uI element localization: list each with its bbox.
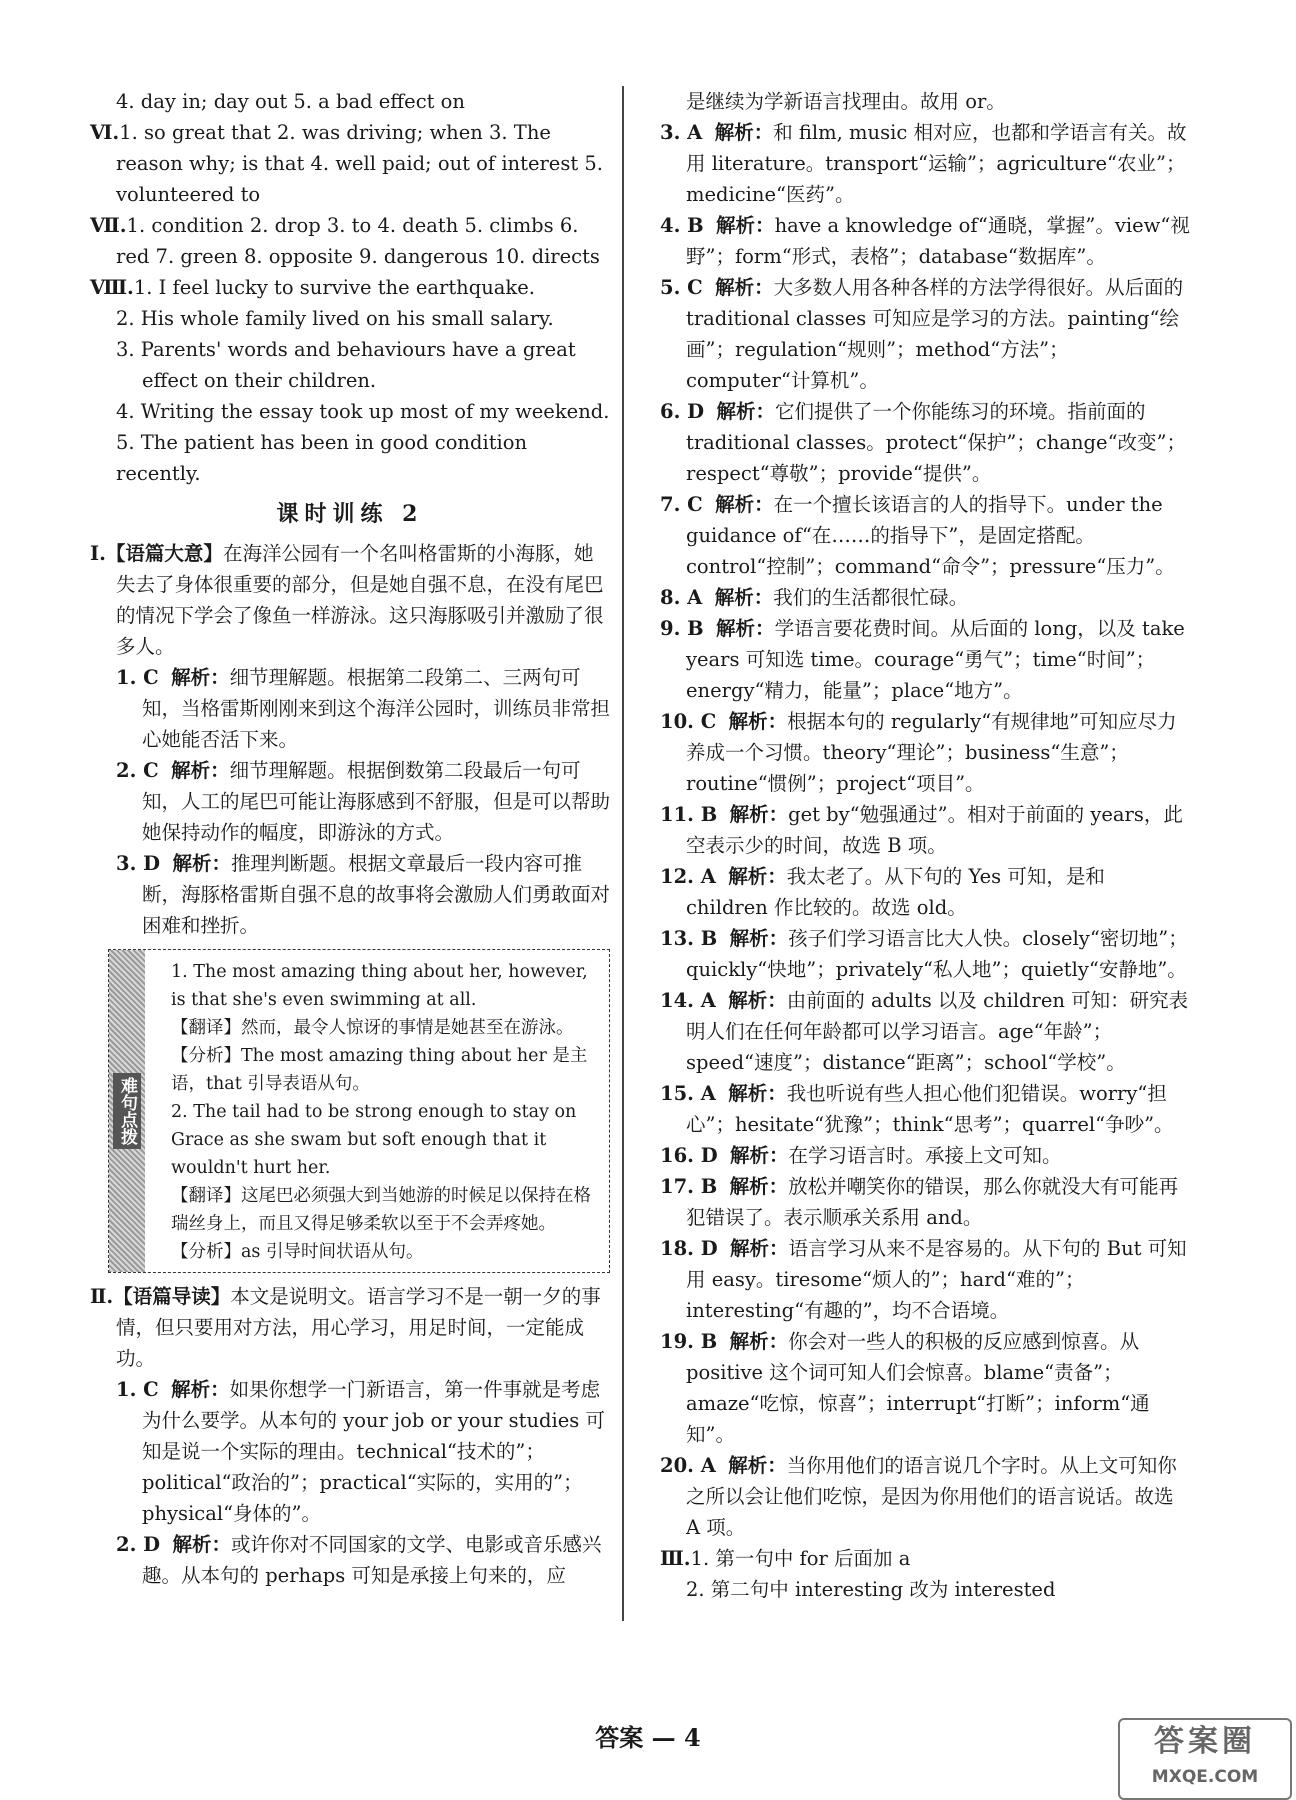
answer-item [660,613,1192,706]
site-watermark-logo [1118,1718,1292,1800]
answer-number: 5. C [660,276,703,299]
analysis-text: 学语言要花费时间。从后面的 long，以及 take years 可知选 time。courage“勇气”；time“时间”；energy“精力，能量”；place“地方”。 [686,617,1185,702]
summary-text: 在海洋公园有一个名叫格雷斯的小海豚，她失去了身体很重要的部分，但是她自强不息，在没有尾巴的情况下学会了像鱼一样游泳。这只海豚吸引并激励了很多人。 [116,542,604,658]
answer-list [660,117,1192,1543]
answer-number: 3. D [116,852,161,875]
part-3 [660,1543,1192,1574]
analysis-label: 解析： [171,1378,230,1401]
analysis-label: 解析： [729,803,789,826]
analysis-label: 解析： [716,400,775,423]
sentence-item: 2. His whole family lived on his small salary. [116,307,554,330]
part-label: Ⅲ. [660,1547,691,1570]
answer-number: 17. B [660,1175,718,1198]
box-line: 2. The tail had to be strong enough to stay on Grace as she swam but soft enough that it wouldn't hurt her. [171,1102,577,1178]
answer-number: 12. A [660,865,716,888]
analysis-label: 解析： [714,586,774,609]
sentence-item: 3. Parents' words and behaviours have a great effect on their children. [116,338,576,392]
correction-item: 1. 第一句中 for 后面加 a [690,1547,911,1570]
analysis-text: 语言学习从来不是容易的。从下句的 But 可知用 easy。tiresome“烦人的”；hard“难的”；interesting“有趣的”，均不合语境。 [686,1237,1187,1322]
analysis-label: 解析： [728,865,787,888]
section-label: Ⅷ. [90,276,134,299]
answer-item [660,923,1192,985]
analysis-label: 解析： [729,1330,789,1353]
sentence-tips-box [108,949,610,1273]
sentence-item: 1. I feel lucky to survive the earthquake. [133,276,535,299]
analysis-text: 大多数人用各种各样的方法学得很好。从后面的 traditional classes 可知应是学习的方法。painting“绘画”；regulation“规则”；method“方法”；computer“计算机”。 [686,276,1184,392]
answer-item [660,1326,1192,1450]
analysis-text: 细节理解题。根据第二段第二、三两句可知，当格雷斯刚刚来到这个海洋公园时，训练员非常担心她能否活下来。 [142,666,611,751]
analysis-text: 你会对一些人的积极的反应感到惊喜。从 positive 这个词可知人们会惊喜。blame“责备”；amaze“吃惊，惊喜”；interrupt“打断”；inform“通知”。 [686,1330,1150,1446]
analysis-label: 解析： [715,276,774,299]
analysis-label: 解析： [728,989,787,1012]
answer-number: 2. C [116,759,159,782]
answer-item [660,1171,1192,1233]
answer-number: 6. D [660,400,705,423]
summary-tag: 【语篇大意】 [105,542,223,565]
analysis-label: 解析： [172,1533,231,1556]
box-line: 1. The most amazing thing about her, however, is that she's even swimming at all. [171,962,588,1010]
sentence-item: 5. The patient has been in good condition recently. [116,431,528,485]
section-title: 课时训练 2 [276,501,424,527]
answer-number: 4. B [660,214,704,237]
answer-number: 14. A [660,989,716,1012]
section-text: 1. so great that 2. was driving; when 3. The reason why; is that 4. well paid; out of interest 5. volunteered to [116,121,603,206]
answer-number: 8. A [660,586,703,609]
analysis-text: 我们的生活都很忙碌。 [773,586,969,609]
analysis-label: 解析： [729,927,789,950]
answer-number: 7. C [660,493,703,516]
answer-item [660,861,1192,923]
answer-number: 20. A [660,1454,716,1477]
correction-item: 2. 第二句中 interesting 改为 interested [686,1578,1056,1601]
analysis-text: 在一个擅长该语言的人的指导下。under the guidance of“在……的指导下”，是固定搭配。control“控制”；command“命令”；pressure“压力”。 [686,493,1175,578]
analysis-text: 它们提供了一个你能练习的环境。指前面的 traditional classes。protect“保护”；change“改变”；respect“尊敬”；provide“提供”。 [686,400,1187,485]
right-column [660,86,1192,1605]
part-label: Ⅱ. [90,1285,114,1308]
answer-item [90,662,610,755]
analysis-text: 孩子们学习语言比大人快。closely“密切地”；quickly“快地”；privately“私人地”；quietly“安静地”。 [686,927,1188,981]
section-label: Ⅶ. [90,214,127,237]
analysis-text: 我太老了。从下句的 Yes 可知，是和 children 作比较的。故选 old。 [686,865,1105,919]
answer-number: 18. D [660,1237,718,1260]
analysis-text: 推理判断题。根据文章最后一段内容可推断，海豚格雷斯自强不息的故事将会激励人们勇敢面对困难和挫折。 [142,852,611,937]
analysis-label: 解析： [172,852,231,875]
answer-number: 2. D [116,1533,161,1556]
continued-text: 是继续为学新语言找理由。故用 or。 [686,90,1006,113]
answer-number: 13. B [660,927,718,950]
analysis-label: 解析： [728,1454,787,1477]
analysis-text: 放松并嘲笑你的错误，那么你就没大有可能再犯错误了。表示顺承关系用 and。 [686,1175,1179,1229]
analysis-label: 解析： [715,493,774,516]
answer-item [660,489,1192,582]
analysis-text: have a knowledge of“通晓，掌握”。view“视野”；form“形式，表格”；database“数据库”。 [686,214,1190,268]
answer-number: 16. D [660,1144,718,1167]
analysis-text: 细节理解题。根据倒数第二段最后一句可知，人工的尾巴可能让海豚感到不舒服，但是可以帮助她保持动作的幅度，即游泳的方式。 [142,759,611,844]
summary-tag: 【语篇导读】 [113,1285,231,1308]
sentence-item: 4. Writing the essay took up most of my weekend. [116,400,610,423]
answer-number: 3. A [660,121,703,144]
analysis-text: 由前面的 adults 以及 children 可知：研究表明人们在任何年龄都可以学习语言。age“年龄”；speed“速度”；distance“距离”；school“学校”。 [686,989,1189,1074]
answer-item [660,706,1192,799]
analysis-label: 解析： [729,1175,789,1198]
part-2-summary [90,1281,610,1374]
watermark-text: 答案圈 [1154,1724,1256,1759]
answer-item [660,985,1192,1078]
analysis-text: get by“勉强通过”。相对于前面的 years，此空表示少的时间，故选 B 项。 [686,803,1183,857]
answer-item [660,1078,1192,1140]
answer-item [90,848,610,941]
analysis-label: 解析： [728,1082,787,1105]
section-7 [90,210,610,272]
box-side-text: 难句点拨 [113,1073,141,1149]
left-column [90,86,610,1591]
section-label: Ⅵ. [90,121,120,144]
answer-item [660,1233,1192,1326]
box-side-label [109,950,145,1272]
part-1-summary [90,538,610,662]
answer-number: 11. B [660,803,718,826]
answer-number: 10. C [660,710,717,733]
analysis-label: 解析： [714,121,774,144]
answer-item [660,799,1192,861]
analysis-label: 解析： [730,1144,789,1167]
analysis-label: 解析： [728,710,788,733]
answer-item [90,1529,610,1591]
analysis-label: 解析： [730,1237,789,1260]
answer-item [660,272,1192,396]
answer-item [660,582,1192,613]
analysis-text: 当你用他们的语言说几个字时。从上文可知你之所以会让他们吃惊，是因为你用他们的语言说话。故选 A 项。 [686,1454,1177,1539]
box-line: 【分析】The most amazing thing about her 是主语，that 引导表语从句。 [171,1046,588,1094]
summary-text: 本文是说明文。语言学习不是一朝一夕的事情，但只要用对方法，用心学习，用足时间，一定能成功。 [116,1285,601,1370]
answer-item [660,396,1192,489]
analysis-text: 在学习语言时。承接上文可知。 [788,1144,1062,1167]
analysis-label: 解析： [716,214,775,237]
answer-item [660,117,1192,210]
analysis-text: 如果你想学一门新语言，第一件事就是考虑为什么要学。从本句的 your job or your studies 可知是说一个实际的理由。technical“技术的”；political“政治的”；practical“实际的，实用的”；physical“身体的”。 [142,1378,605,1525]
answer-number: 1. C [116,1378,159,1401]
watermark-url: MXQE.COM [1151,1767,1259,1787]
section-6 [90,117,610,210]
answer-item [660,1450,1192,1543]
section-text: 1. condition 2. drop 3. to 4. death 5. climbs 6. red 7. green 8. opposite 9. dangerous 10. directs [116,214,600,268]
answer-item [90,755,610,848]
analysis-text: 我也听说有些人担心他们犯错误。worry“担心”；hesitate“犹豫”；think“思考”；quarrel“争吵”。 [686,1082,1174,1136]
analysis-text: 或许你对不同国家的文学、电影或音乐感兴趣。从本句的 perhaps 可知是承接上句来的，应 [142,1533,602,1587]
box-line: 【翻译】这尾巴必须强大到当她游的时候足以保持在格瑞丝身上，而且又得足够柔软以至于不会弄疼她。 [171,1186,591,1234]
section-8 [90,272,610,303]
answer-item [660,1140,1192,1171]
answer-line: 4. day in; day out 5. a bad effect on [116,90,465,113]
column-divider [622,86,624,1621]
answer-number: 1. C [116,666,159,689]
answer-number: 19. B [660,1330,718,1353]
page-number: 答案 — 4 [595,1723,701,1752]
analysis-label: 解析： [716,617,775,640]
analysis-text: 根据本句的 regularly“有规律地”可知应尽力养成一个习惯。theory“理论”；business“生意”；routine“惯例”；project“项目”。 [686,710,1177,795]
analysis-text: 和 film, music 相对应，也都和学语言有关。故用 literature。transport“运输”；agriculture“农业”；medicine“医药”。 [686,121,1187,206]
box-line: 【翻译】然而，最令人惊讶的事情是她甚至在游泳。 [171,1018,574,1038]
analysis-label: 解析： [171,759,230,782]
answer-number: 9. B [660,617,704,640]
box-line: 【分析】as 引导时间状语从句。 [171,1242,424,1262]
answer-item [90,1374,610,1529]
analysis-label: 解析： [171,666,230,689]
part-label: Ⅰ. [90,542,106,565]
answer-number: 15. A [660,1082,716,1105]
answer-item [660,210,1192,272]
